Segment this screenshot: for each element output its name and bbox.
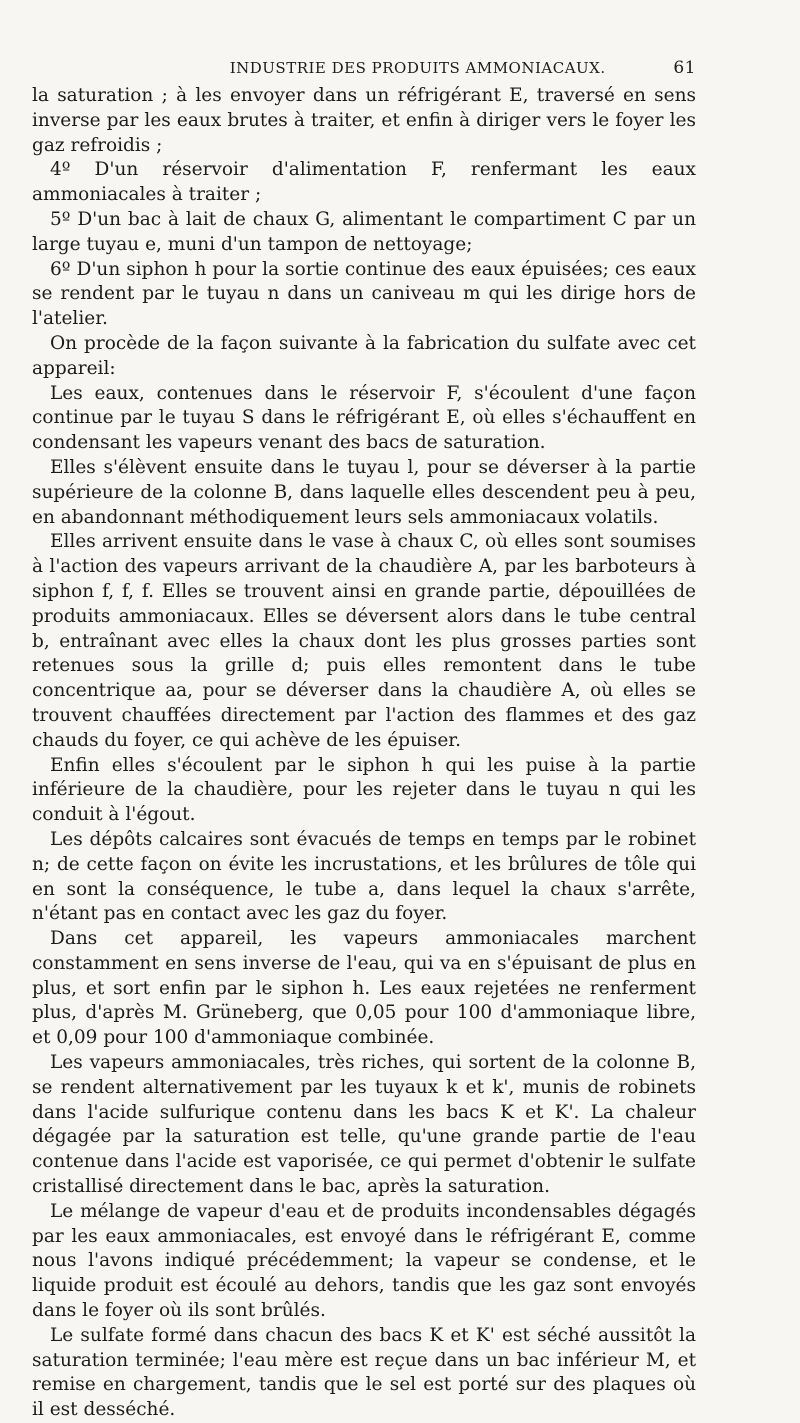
paragraph: Le mélange de vapeur d'eau et de produits incondensables dégagés par les eaux ammoniacales, est envoyé dans le réfrigérant E, comme nous l'avons indiqué précédemment; la vapeur se condense, et le liquide produit est écoulé au dehors, tandis que les gaz sont envoyés dans le foyer où ils sont brûlés. (32, 1200, 696, 1322)
paragraph: Les vapeurs ammoniacales, très riches, qui sortent de la colonne B, se rendent alternativement par les tuyaux k et k', munis de robinets dans l'acide sulfurique contenu dans les bacs K et K'. La chaleur dégagée par la saturation est telle, qu'une grande partie de l'eau contenue dans l'acide est vaporisée, ce qui permet d'obtenir le sulfate cristallisé directement dans le bac, après la saturation. (32, 1052, 696, 1198)
paragraph: 5º D'un bac à lait de chaux G, alimentant le compartiment C par un large tuyau e, muni d'un tampon de nettoyage; (32, 208, 696, 255)
page-body (32, 84, 696, 1423)
paragraph: Enfin elles s'écoulent par le siphon h qui les puise à la partie inférieure de la chaudière, pour les rejeter dans le tuyau n qui les conduit à l'égout. (32, 754, 696, 826)
paragraph: On procède de la façon suivante à la fabrication du sulfate avec cet appareil: (32, 332, 696, 379)
paragraph: Elles s'élèvent ensuite dans le tuyau l, pour se déverser à la partie supérieure de la colonne B, dans laquelle elles descendent peu à peu, en abandonnant méthodiquement leurs sels ammoniacaux volatils. (32, 456, 696, 528)
paragraph: Dans cet appareil, les vapeurs ammoniacales marchent constamment en sens inverse de l'eau, qui va en s'épuisant de plus en plus, et sort enfin par le siphon h. Les eaux rejetées ne renferment plus, d'après M. Grüneberg, que 0,05 pour 100 d'ammoniaque libre, et 0,09 pour 100 d'ammoniaque combinée. (32, 928, 696, 1049)
paragraph: 4º D'un réservoir d'alimentation F, renfermant les eaux ammoniacales à traiter ; (32, 159, 696, 206)
paragraph: 6º D'un siphon h pour la sortie continue des eaux épuisées; ces eaux se rendent par le tuyau n dans un caniveau m qui les dirige hors de l'atelier. (32, 258, 696, 330)
paragraph: Le sulfate formé dans chacun des bacs K et K' est séché aussitôt la saturation terminée; l'eau mère est reçue dans un bac inférieur M, et remise en chargement, tandis que le sel est porté sur des plaques où il est desséché. (32, 1324, 696, 1421)
paragraph: la saturation ; à les envoyer dans un réfrigérant E, traversé en sens inverse par les eaux brutes à traiter, et enfin à diriger vers le foyer les gaz refroidis ; (32, 85, 696, 156)
paragraph: Elles arrivent ensuite dans le vase à chaux C, où elles sont soumises à l'action des vapeurs arrivant de la chaudière A, par les barboteurs à siphon f, f, f. Elles se trouvent ainsi en grande partie, dépouillées de produits ammoniacaux. Elles se déversent alors dans le tube central b, entraînant avec elles la chaux dont les plus grosses parties sont retenues sous la grille d; puis elles remontent dans le tube concentrique aa, pour se déverser dans la chaudière A, où elles se trouvent chauffées directement par l'action des flammes et des gaz chauds du foyer, ce qui achève de les épuiser. (32, 531, 696, 751)
running-title: INDUSTRIE DES PRODUITS AMMONIACAUX. (229, 59, 606, 77)
page-number: 61 (673, 58, 696, 78)
paragraph: Les dépôts calcaires sont évacués de temps en temps par le robinet n; de cette façon on évite les incrustations, et les brûlures de tôle qui en sont la conséquence, le tube a, dans lequel la chaux s'arrête, n'étant pas en contact avec les gaz du foyer. (32, 828, 696, 925)
page-header (32, 58, 696, 78)
paragraph: Les eaux, contenues dans le réservoir F, s'écoulent d'une façon continue par le tuyau S dans le réfrigérant E, où elles s'échauffent en condensant les vapeurs venant des bacs de saturation. (32, 382, 696, 454)
